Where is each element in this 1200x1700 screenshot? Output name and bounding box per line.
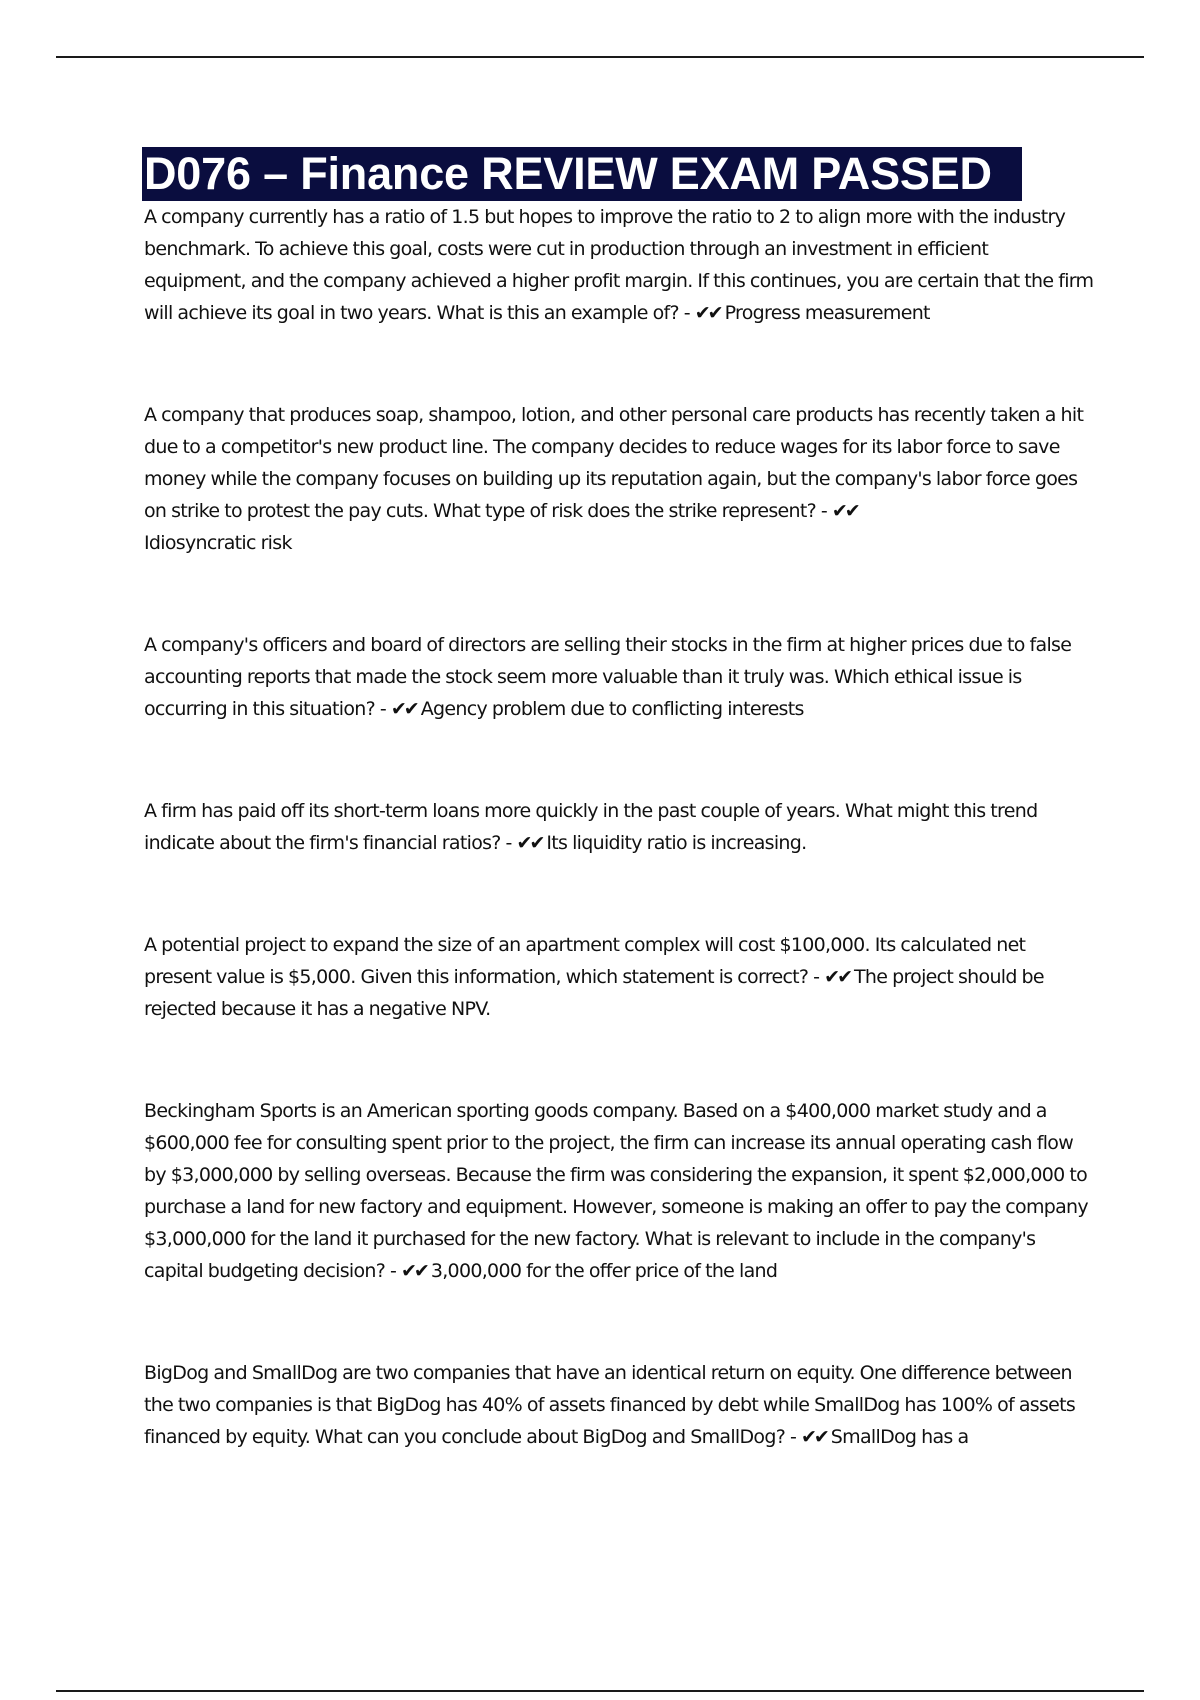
answer-text: Progress measurement (724, 302, 930, 324)
answer-text: Idiosyncratic risk (144, 532, 292, 554)
top-rule (56, 56, 1144, 58)
qa-item-3 (144, 629, 1094, 725)
document-body (144, 147, 1094, 1453)
question-text: A firm has paid off its short-term loans more quickly in the past couple of years. What might this trend indicate about the firm's financial ratios? (144, 800, 1038, 854)
answer-separator: - (678, 302, 695, 324)
answer-text: Its liquidity ratio is increasing. (546, 832, 807, 854)
question-text: BigDog and SmallDog are two companies that have an identical return on equity. One difference between the two companies is that BigDog has 40% of assets financed by debt while SmallDog has 100% of assets financed by equity. What can you conclude about BigDog and SmallDog? (144, 1362, 1076, 1448)
qa-item-6 (144, 1095, 1094, 1287)
check-mark-icon: ✔✔ (694, 302, 721, 324)
check-mark-icon: ✔✔ (516, 832, 543, 854)
bottom-rule (56, 1690, 1144, 1692)
check-mark-icon: ✔✔ (800, 1426, 827, 1448)
question-text: A company that produces soap, shampoo, lotion, and other personal care products has recently taken a hit due to a competitor's new product line. The company decides to reduce wages for its labor force to save money while the company focuses on building up its reputation again, but the company's labor force goes on strike to protest the pay cuts. What type of risk does the strike represent? (144, 404, 1084, 522)
question-text: A company currently has a ratio of 1.5 but hopes to improve the ratio to 2 to align more with the industry benchmark. To achieve this goal, costs were cut in production through an investment in efficient equipment, and the company achieved a higher profit margin. If this continues, you are certain that the firm will achieve its goal in two years. What is this an example of? (144, 206, 1094, 324)
answer-text: 3,000,000 for the offer price of the land (430, 1260, 778, 1282)
answer-separator: - (375, 698, 391, 720)
qa-item-7 (144, 1357, 1094, 1453)
qa-item-5 (144, 929, 1094, 1025)
answer-text: Agency problem due to conflicting interests (420, 698, 804, 720)
question-text: Beckingham Sports is an American sporting goods company. Based on a $400,000 market study and a $600,000 fee for consulting spent prior to the project, the firm can increase its annual operating cash flow by $3,000,000 by selling overseas. Because the firm was considering the expansion, it spent $2,000,000 to purchase a land for new factory and equipment. However, someone is making an offer to pay the company $3,000,000 for the land it purchased for the new factory. What is relevant to include in the company's capital budgeting decision? (144, 1100, 1088, 1282)
answer-separator: - (500, 832, 517, 854)
question-text: A company's officers and board of directors are selling their stocks in the firm at higher prices due to false accounting reports that made the stock seem more valuable than it truly was. Which ethical issue is occurring in this situation? (144, 634, 1072, 720)
qa-item-2 (144, 399, 1094, 559)
check-mark-icon: ✔✔ (831, 500, 858, 522)
check-mark-icon: ✔✔ (390, 698, 417, 720)
answer-separator: - (785, 1426, 801, 1448)
question-text: A potential project to expand the size of an apartment complex will cost $100,000. Its calculated net present value is $5,000. Given this information, which statement is correct? (144, 934, 1026, 988)
answer-separator: - (816, 500, 832, 522)
document-title: D076 – Finance REVIEW EXAM PASSED (142, 147, 1022, 201)
qa-item-4 (144, 795, 1094, 859)
qa-item-1 (144, 201, 1094, 329)
answer-separator: - (385, 1260, 401, 1282)
check-mark-icon: ✔✔ (400, 1260, 427, 1282)
answer-separator: - (808, 966, 825, 988)
answer-text: The project should be rejected because it has a negative NPV. (144, 966, 1044, 1020)
answer-text: SmallDog has a (830, 1426, 969, 1448)
check-mark-icon: ✔✔ (824, 966, 851, 988)
